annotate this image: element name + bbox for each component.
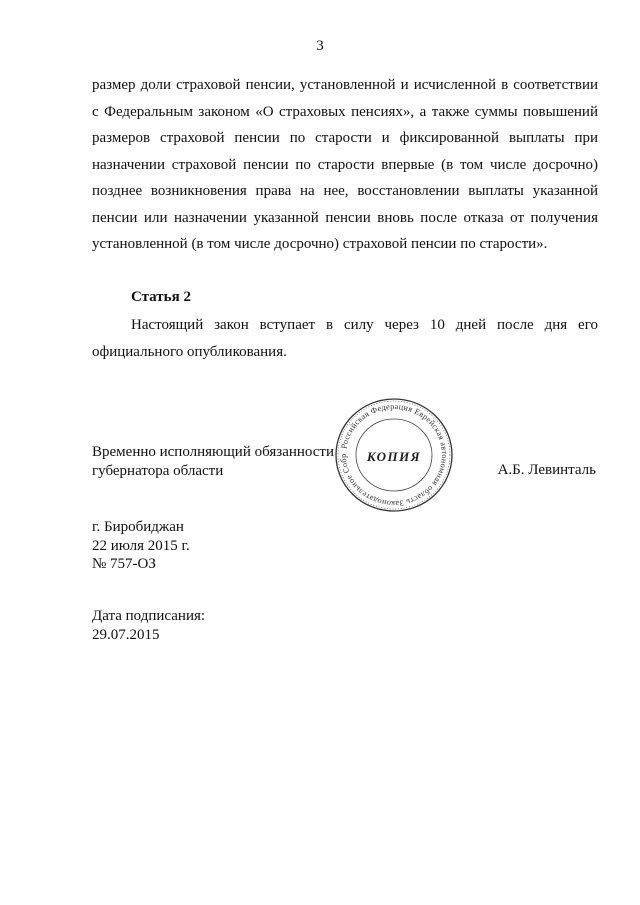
text-line: установленной (в том числе досрочно) страховой пенсии по старости». (92, 236, 548, 252)
seal-center-text: КОПИЯ (366, 449, 422, 464)
official-seal (332, 395, 456, 515)
text-line: назначении страховой пенсии по старости впервые (в том числе досрочно) (92, 156, 598, 173)
seal-graphic (332, 395, 456, 515)
text-line: Настоящий закон вступает в силу через 10 дней после дня его (131, 317, 598, 333)
signer-title-line: губернатора области (92, 463, 224, 479)
paragraph-entry-into-force (92, 312, 598, 365)
text-line: официального опубликования. (92, 343, 287, 360)
page-number: 3 (316, 38, 324, 54)
signer-title (92, 443, 334, 481)
place-date-number (92, 518, 190, 574)
text-line: пенсии или назначении указанной пенсии вновь после отказа от получения (92, 209, 598, 226)
article-heading: Статья 2 (131, 289, 191, 305)
signer-title-line: Временно исполняющий обязанности (92, 444, 335, 460)
text-line: с Федеральным законом «О страховых пенсиях», а также суммы повышений (92, 103, 598, 120)
document-date: 22 июля 2015 г. (92, 537, 190, 554)
seal-ring-text: Российская Федерация Еврейская автономная область Законодательное Собр (338, 401, 450, 509)
document-number: № 757-ОЗ (92, 556, 156, 572)
paragraph-pension-amounts (92, 72, 598, 258)
signing-date-block (92, 607, 205, 644)
text-line: размеров страховой пенсии по старости и фиксированной выплаты при (92, 130, 598, 146)
signer-name: А.Б. Левинталь (497, 462, 596, 478)
city: г. Биробиджан (92, 519, 184, 535)
text-line: позднее возникновения права на нее, восстановлении выплаты указанной (92, 183, 598, 199)
signing-date: 29.07.2015 (92, 626, 160, 643)
text-line: размер доли страховой пенсии, установленной и исчисленной в соответствии (92, 77, 598, 93)
signing-date-label: Дата подписания: (92, 608, 206, 624)
